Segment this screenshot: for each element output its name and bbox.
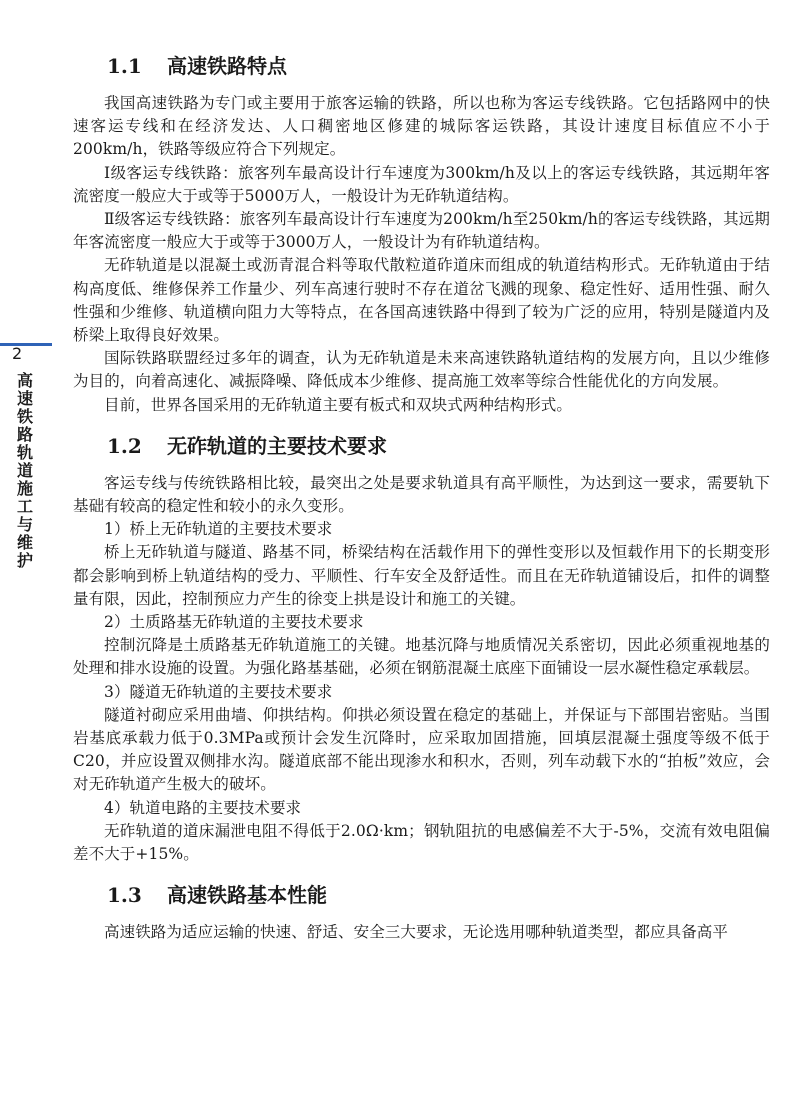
section-heading-1-3	[73, 869, 770, 921]
section-title: 高速铁路基本性能	[167, 883, 327, 908]
paragraph: 无砟轨道是以混凝土或沥青混合料等取代散粒道砟道床而组成的轨道结构形式。无砟轨道由于结构高度低、维修保养工作量少、列车高速行驶时不存在道岔飞溅的现象、稳定性好、适用性强、耐久性强和少维修、轨道横向阻力大等特点，在各国高速铁路中得到了较为广泛的应用，特别是隧道内及桥梁上取得良好效果。	[73, 256, 770, 345]
page-body	[73, 40, 770, 945]
paragraph: 控制沉降是土质路基无砟轨道施工的关键。地基沉降与地质情况关系密切，因此必须重视地基的处理和排水设施的设置。为强化路基基础，必须在钢筋混凝土底座下面铺设一层水凝性稳定承载层。	[73, 636, 770, 678]
section-number: 1.2	[107, 433, 142, 458]
subheading: 2）土质路基无砟轨道的主要技术要求	[104, 613, 364, 632]
paragraph: Ⅱ级客运专线铁路：旅客列车最高设计行车速度为200km/h至250km/h的客运专线铁路，其远期年客流密度一般应大于或等于3000万人，一般设计为有砟轨道结构。	[73, 210, 770, 252]
paragraph: 高速铁路为适应运输的快速、舒适、安全三大要求，无论选用哪种轨道类型，都应具备高平	[104, 923, 729, 942]
section-heading-1-1	[73, 40, 770, 92]
paragraph: 桥上无砟轨道与隧道、路基不同，桥梁结构在活载作用下的弹性变形以及恒载作用下的长期变形都会影响到桥上轨道结构的受力、平顺性、行车安全及舒适性。而且在无砟轨道铺设后，扣件的调整量有限，因此，控制预应力产生的徐变上拱是设计和施工的关键。	[73, 543, 770, 608]
paragraph: Ⅰ级客运专线铁路：旅客列车最高设计行车速度为300km/h及以上的客运专线铁路，其远期年客流密度一般应大于或等于5000万人，一般设计为无砟轨道结构。	[73, 163, 770, 205]
paragraph: 无砟轨道的道床漏泄电阻不得低于2.0Ω·km；钢轨阻抗的电感偏差不大于-5%，交流有效电阻偏差不大于+15%。	[73, 821, 770, 864]
section-heading-1-2	[73, 420, 770, 472]
subheading: 1）桥上无砟轨道的主要技术要求	[104, 520, 333, 539]
page-number: 2	[12, 344, 23, 363]
subheading: 4）轨道电路的主要技术要求	[104, 798, 302, 817]
section-title: 高速铁路特点	[167, 54, 287, 78]
section-title: 无砟轨道的主要技术要求	[167, 433, 387, 458]
side-tab-rule	[0, 343, 52, 346]
running-book-title: 高速铁路轨道施工与维护	[16, 371, 33, 570]
section-number: 1.3	[107, 883, 142, 908]
section-number: 1.1	[107, 54, 142, 78]
paragraph: 隧道衬砌应采用曲墙、仰拱结构。仰拱必须设置在稳定的基础上，并保证与下部围岩密贴。当围岩基底承载力低于0.3MPa或预计会发生沉降时，应采取加固措施，回填层混凝土强度等级不低于C20，并应设置双侧排水沟。隧道底部不能出现渗水和积水，否则，列车动载下水的“拍板”效应，会对无砟轨道产生极大的破坏。	[73, 705, 770, 794]
paragraph: 国际铁路联盟经过多年的调查，认为无砟轨道是未来高速铁路轨道结构的发展方向，且以少维修为目的，向着高速化、减振降噪、降低成本少维修、提高施工效率等综合性能优化的方向发展。	[73, 349, 770, 391]
subheading: 3）隧道无砟轨道的主要技术要求	[104, 682, 333, 701]
paragraph: 客运专线与传统铁路相比较，最突出之处是要求轨道具有高平顺性，为达到这一要求，需要轨下基础有较高的稳定性和较小的永久变形。	[73, 473, 770, 516]
paragraph: 我国高速铁路为专门或主要用于旅客运输的铁路，所以也称为客运专线铁路。它包括路网中的快速客运专线和在经济发达、人口稠密地区修建的城际客运铁路，其设计速度目标值应不小于200km/h，铁路等级应符合下列规定。	[73, 94, 770, 159]
paragraph: 目前，世界各国采用的无砟轨道主要有板式和双块式两种结构形式。	[104, 395, 573, 414]
